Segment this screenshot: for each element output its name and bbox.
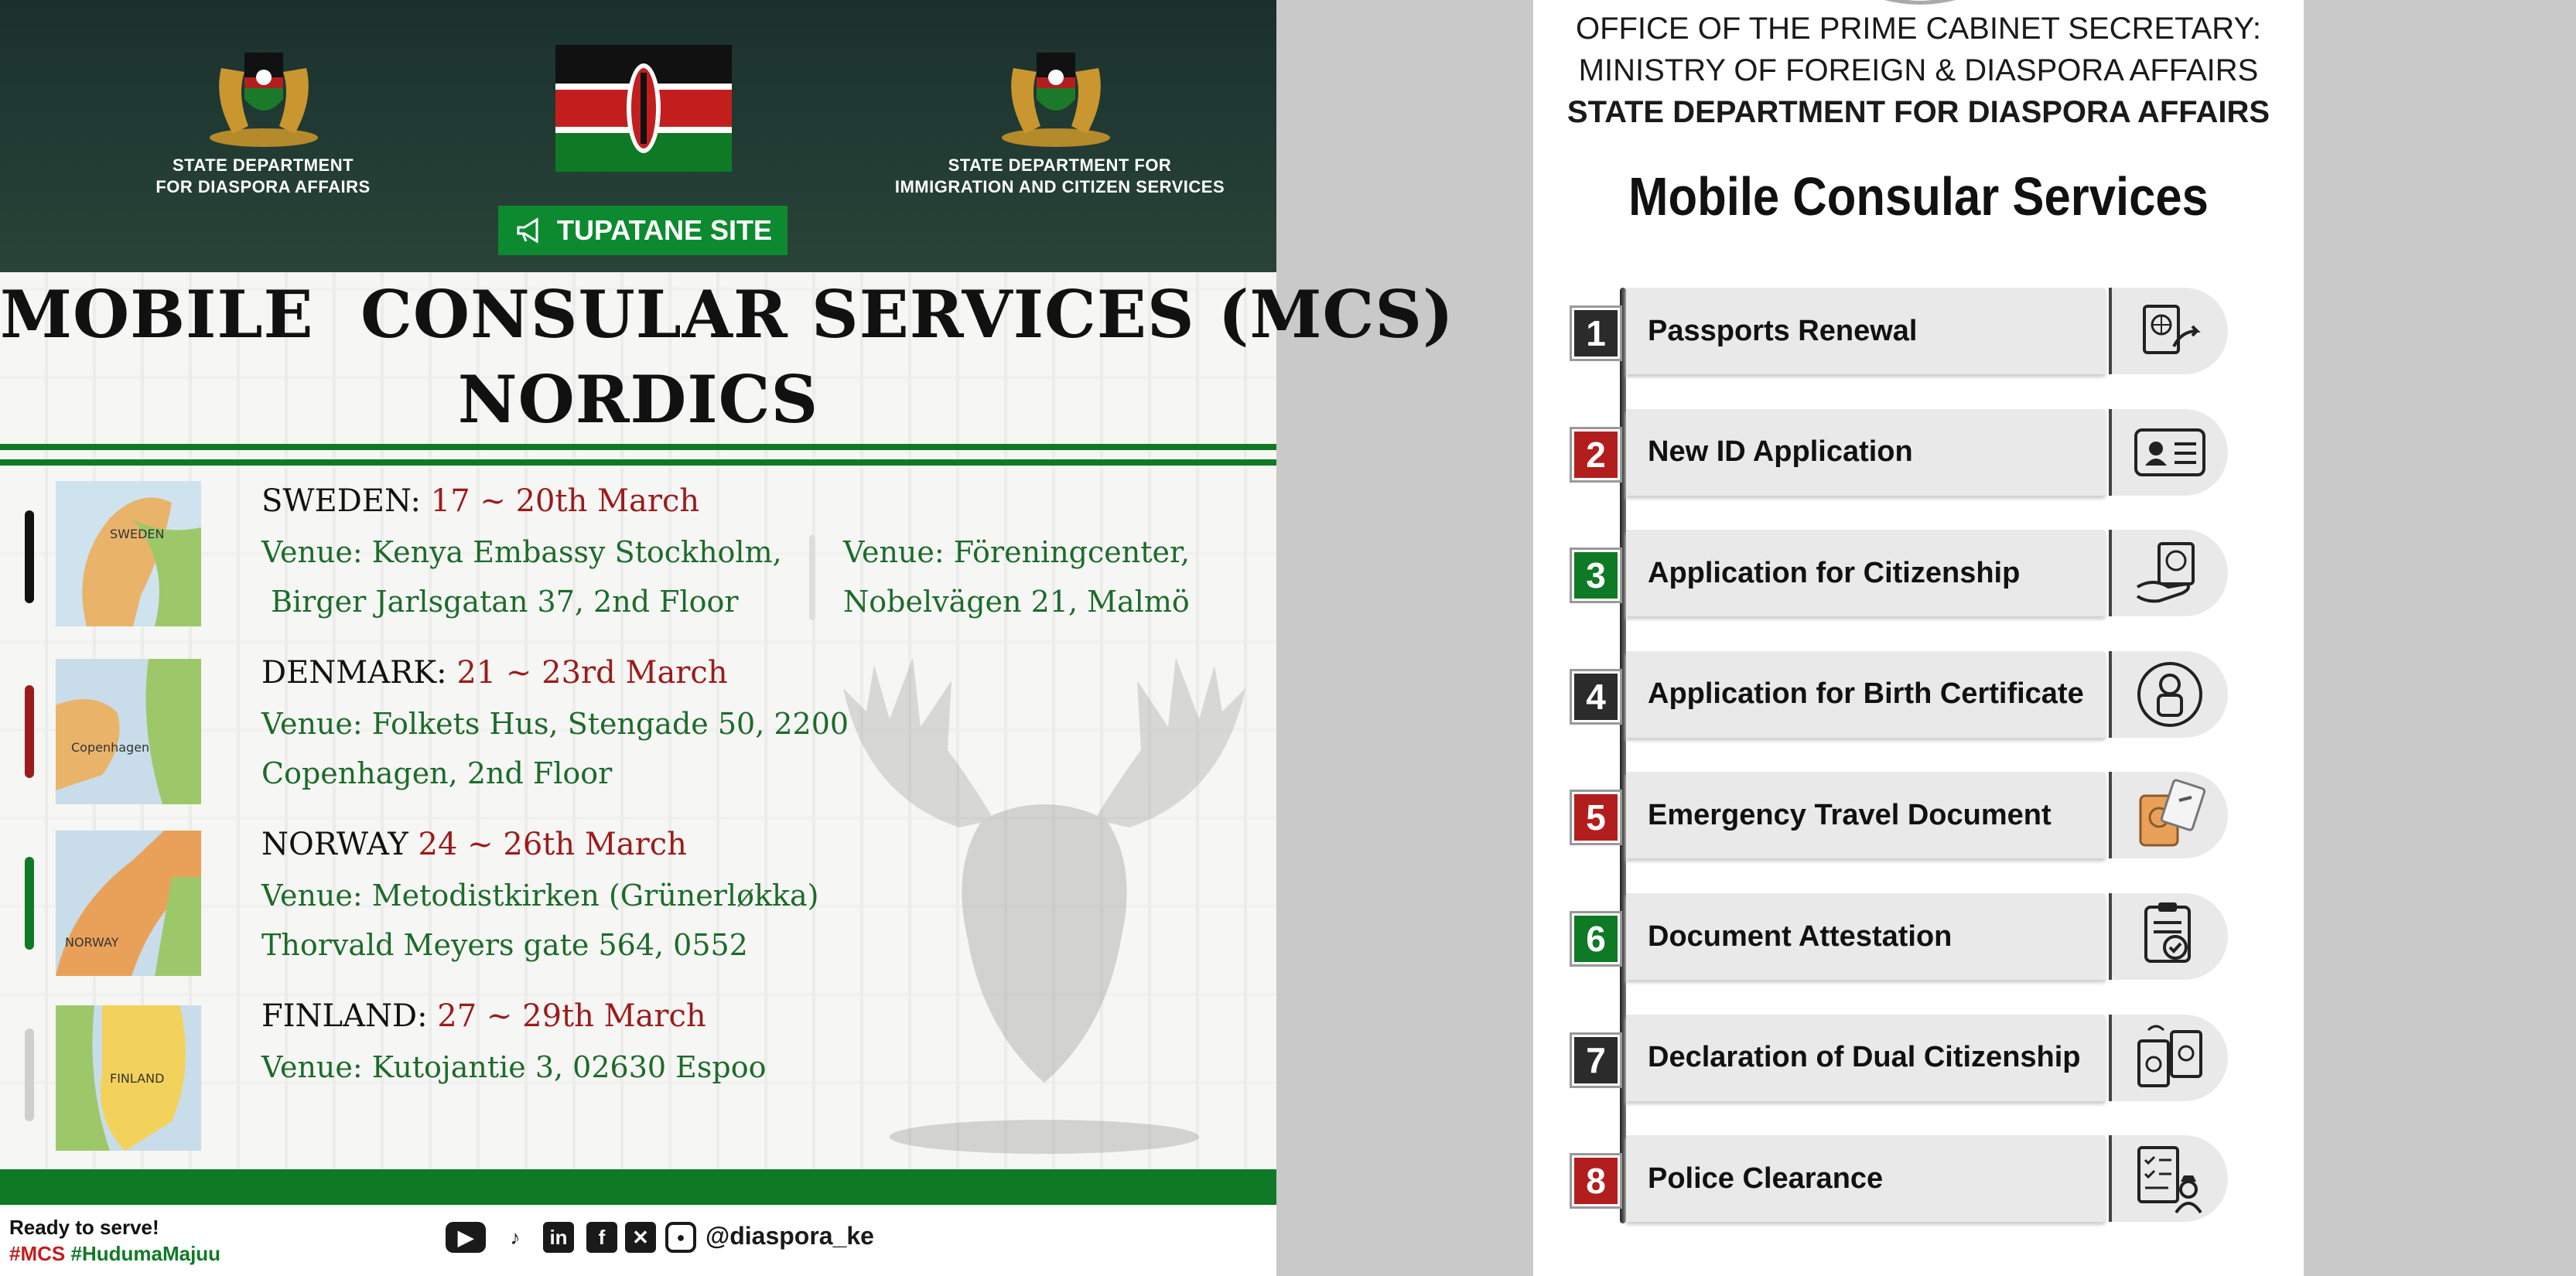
x-icon[interactable]: ✕ (625, 1222, 656, 1253)
facebook-icon[interactable]: f (586, 1222, 617, 1253)
venue-line: Nobelvägen 21, Malmö (843, 585, 1190, 619)
instagram-icon[interactable]: ● (665, 1222, 696, 1253)
title-divider (0, 444, 1276, 450)
service-label: Document Attestation (1648, 919, 1952, 953)
service-label: Emergency Travel Document (1648, 798, 2052, 831)
service-number-badge: 7 (1572, 1035, 1620, 1086)
denmark-heading (261, 655, 728, 691)
left-caption-line1: STATE DEPARTMENT (172, 155, 354, 175)
tupatane-site-badge (498, 206, 787, 255)
dual-passport-icon (2112, 1015, 2228, 1101)
moose-watermark-icon (812, 626, 1276, 1168)
service-number-badge: 8 (1572, 1155, 1620, 1206)
svg-text:NORWAY: NORWAY (65, 935, 119, 950)
left-caption-line2: FOR DIASPORA AFFAIRS (155, 177, 371, 196)
venue-line: Venue: Metodistkirken (Grünerløkka) (261, 879, 819, 913)
service-row[interactable] (1586, 651, 2222, 738)
denmark-accent-bar (25, 685, 34, 778)
venue-line: Thorvald Meyers gate 564, 0552 (261, 928, 748, 962)
service-row[interactable] (1586, 772, 2222, 858)
services-spine (1620, 288, 1626, 1223)
venue-line: Birger Jarlsgatan 37, 2nd Floor (261, 585, 739, 619)
service-row[interactable] (1586, 1135, 2222, 1222)
linkedin-icon[interactable]: in (543, 1222, 574, 1253)
finland-heading (261, 998, 706, 1034)
social-handle[interactable]: @diaspora_ke (705, 1222, 874, 1250)
denmark-map-image (56, 659, 201, 804)
venue-line: Venue: Föreningcenter, (843, 535, 1191, 569)
citizenship-icon (2112, 530, 2228, 616)
left-header-caption (139, 155, 387, 198)
title-divider (0, 459, 1276, 466)
sweden-venue-stockholm (261, 527, 782, 626)
service-number-badge: 1 (1572, 308, 1620, 359)
service-row[interactable] (1586, 288, 2222, 374)
right-caption-line1: STATE DEPARTMENT FOR (948, 155, 1172, 175)
service-number-badge: 5 (1572, 792, 1620, 843)
tupatane-label: TUPATANE SITE (557, 214, 772, 246)
service-label: Police Clearance (1648, 1162, 1884, 1195)
country-name: NORWAY (261, 827, 408, 862)
country-dates: 21 ~ 23rd March (456, 655, 728, 691)
svg-text:FINLAND: FINLAND (110, 1071, 165, 1086)
service-label: New ID Application (1648, 435, 1913, 469)
service-row[interactable] (1586, 1015, 2222, 1101)
svg-text:SWEDEN: SWEDEN (110, 527, 165, 541)
megaphone-icon (514, 215, 545, 246)
service-row[interactable] (1586, 409, 2222, 496)
service-label: Application for Birth Certificate (1648, 677, 2084, 711)
ready-to-serve-text: Ready to serve! (9, 1216, 159, 1239)
finland-venue (261, 1042, 766, 1092)
service-label: Application for Citizenship (1648, 556, 2021, 589)
norway-map-image (56, 831, 201, 976)
kenya-flag-icon (555, 45, 732, 172)
service-row[interactable] (1586, 530, 2222, 616)
sweden-venue-malmo (843, 527, 1190, 626)
title-line1: MOBILE CONSULAR SERVICES (MCS) (0, 276, 1454, 353)
service-number-badge: 6 (1572, 913, 1620, 964)
service-number-badge: 2 (1572, 429, 1620, 480)
norway-venue (261, 871, 818, 970)
sweden-map-image (56, 481, 201, 626)
attestation-icon (2112, 893, 2228, 980)
title-line2: NORDICS (457, 361, 819, 438)
norway-accent-bar (25, 857, 34, 950)
services-card (1533, 0, 2304, 1276)
office-line3: STATE DEPARTMENT FOR DIASPORA AFFAIRS (1566, 95, 2270, 129)
birth-certificate-icon (2112, 651, 2228, 738)
card-title: Mobile Consular Services (1628, 166, 2209, 227)
country-dates: 17 ~ 20th March (430, 483, 700, 519)
footer-green-bar (0, 1169, 1276, 1205)
service-row[interactable] (1586, 893, 2222, 980)
service-label: Passports Renewal (1648, 314, 1918, 347)
hashtag-hudumamajuu[interactable]: #HudumaMajuu (70, 1242, 221, 1265)
norway-heading (261, 827, 687, 862)
coat-of-arms-icon (990, 22, 1122, 153)
right-header-caption (882, 155, 1238, 198)
country-name: DENMARK: (261, 655, 447, 691)
passport-icon (2112, 288, 2228, 374)
service-number-badge: 4 (1572, 671, 1620, 722)
office-line1: OFFICE OF THE PRIME CABINET SECRETARY: (1575, 12, 2262, 46)
sweden-accent-bar (25, 510, 34, 603)
venue-line: Venue: Kutojantie 3, 02630 Espoo (261, 1050, 767, 1084)
country-dates: 24 ~ 26th March (418, 827, 687, 862)
tiktok-icon[interactable]: ♪ (510, 1225, 521, 1249)
service-label: Declaration of Dual Citizenship (1648, 1041, 2081, 1074)
hashtag-mcs[interactable]: #MCS (9, 1242, 66, 1265)
police-clearance-icon (2112, 1135, 2228, 1222)
venue-separator (809, 535, 815, 620)
denmark-venue (261, 699, 849, 798)
venue-line: Copenhagen, 2nd Floor (261, 756, 613, 790)
youtube-icon[interactable]: ▶ (446, 1222, 486, 1253)
sweden-heading (261, 483, 699, 519)
venue-line: Venue: Kenya Embassy Stockholm, (261, 535, 782, 569)
coat-of-arms-icon (198, 22, 330, 153)
venue-line: Venue: Folkets Hus, Stengade 50, 2200 (261, 707, 849, 741)
service-number-badge: 3 (1572, 550, 1620, 601)
hashtags (9, 1242, 220, 1266)
id-card-icon (2112, 409, 2228, 496)
country-name: FINLAND: (261, 998, 428, 1034)
poster-title (0, 272, 1454, 442)
country-dates: 27 ~ 29th March (437, 998, 706, 1034)
right-caption-line2: IMMIGRATION AND CITIZEN SERVICES (894, 177, 1225, 196)
office-line2: MINISTRY OF FOREIGN & DIASPORA AFFAIRS (1578, 53, 2259, 87)
country-name: SWEDEN: (261, 483, 422, 519)
travel-document-icon (2112, 772, 2228, 858)
finland-map-image (56, 1005, 201, 1151)
svg-text:Copenhagen: Copenhagen (71, 740, 150, 755)
finland-accent-bar (25, 1029, 34, 1121)
